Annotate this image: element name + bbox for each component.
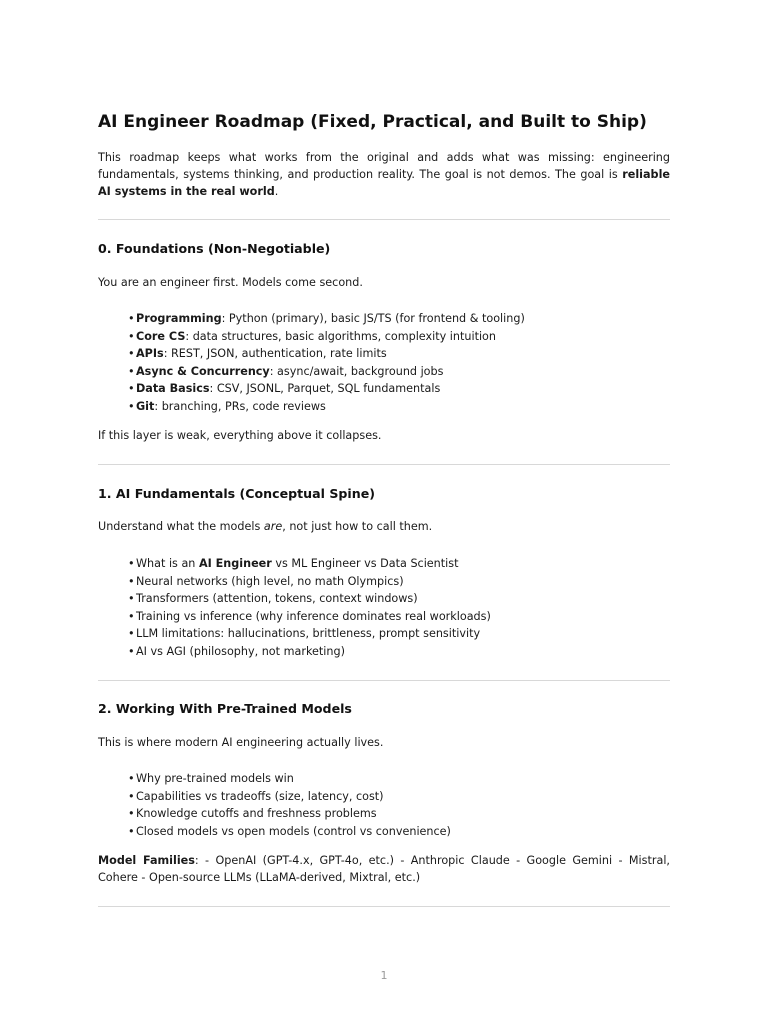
section-2-list xyxy=(128,770,451,840)
list-item xyxy=(128,590,491,608)
intro-paragraph xyxy=(98,149,670,200)
bullet-icon: • xyxy=(128,329,135,343)
intro-end: . xyxy=(274,185,279,198)
lead-text: , not just how to call them. xyxy=(282,520,433,533)
bullet-icon: • xyxy=(128,399,135,413)
list-item xyxy=(128,310,525,328)
bullet-icon: • xyxy=(128,592,135,605)
list-item xyxy=(128,625,491,643)
section-divider xyxy=(98,219,670,220)
section-1-list xyxy=(128,555,491,660)
model-families-text: : - OpenAI (GPT-4.x, GPT-4o, etc.) - Anthropic Claude - Google Gemini - Mistral, Cohere - Open-source LLMs (LLaMA-derived, Mixtral, etc.) xyxy=(98,854,670,884)
bullet-icon: • xyxy=(128,644,135,658)
list-item xyxy=(128,573,491,591)
item-text: Capabilities vs tradeoffs (size, latency, cost) xyxy=(136,789,384,803)
list-item xyxy=(128,555,491,573)
list-item xyxy=(128,608,491,626)
item-term: Programming xyxy=(136,312,222,325)
item-text: : branching, PRs, code reviews xyxy=(154,399,326,413)
item-text: What is an xyxy=(136,557,199,570)
bullet-icon: • xyxy=(128,807,135,820)
section-2-heading: 2. Working With Pre-Trained Models xyxy=(98,701,352,716)
bullet-icon: • xyxy=(128,609,135,623)
bullet-icon: • xyxy=(128,347,135,360)
lead-italic-text: are xyxy=(263,520,283,533)
item-text: Neural networks (high level, no math Olympics) xyxy=(136,574,404,588)
intro-text: This roadmap keeps what works from the original and adds what was missing: engineering fundamentals, systems thinking, and production reality. The goal is not demos. The goal is xyxy=(98,151,670,181)
item-text: : REST, JSON, authentication, rate limits xyxy=(163,347,387,360)
section-0-heading: 0. Foundations (Non-Negotiable) xyxy=(98,241,331,256)
section-1-heading: 1. AI Fundamentals (Conceptual Spine) xyxy=(98,486,376,501)
item-text: AI vs AGI (philosophy, not marketing) xyxy=(136,644,345,658)
item-term: Core CS xyxy=(136,329,186,343)
item-text: Knowledge cutoffs and freshness problems xyxy=(136,807,377,820)
list-item xyxy=(128,345,525,363)
bullet-icon: • xyxy=(128,772,135,785)
bullet-icon: • xyxy=(128,789,135,803)
item-text: Why pre-trained models win xyxy=(136,772,294,785)
section-1-lead xyxy=(98,518,670,535)
bullet-icon: • xyxy=(128,382,135,395)
item-text: : CSV, JSONL, Parquet, SQL fundamentals xyxy=(209,382,441,395)
item-text: Transformers (attention, tokens, context windows) xyxy=(136,592,418,605)
bullet-icon: • xyxy=(128,364,135,378)
list-item xyxy=(128,770,451,788)
section-0-lead: You are an engineer first. Models come second. xyxy=(98,276,363,289)
item-text: Closed models vs open models (control vs convenience) xyxy=(136,824,451,838)
list-item xyxy=(128,643,491,661)
section-divider xyxy=(98,680,670,681)
item-text: : data structures, basic algorithms, complexity intuition xyxy=(185,329,496,343)
section-0-closing: If this layer is weak, everything above it collapses. xyxy=(98,429,382,442)
list-item xyxy=(128,805,451,823)
bullet-icon: • xyxy=(128,824,135,838)
lead-text: Understand what the models xyxy=(98,520,264,533)
list-item xyxy=(128,398,525,416)
item-text: Training vs inference (why inference dominates real workloads) xyxy=(136,609,491,623)
section-divider xyxy=(98,464,670,465)
item-text: : async/await, background jobs xyxy=(269,364,444,378)
document-title: AI Engineer Roadmap (Fixed, Practical, and Built to Ship) xyxy=(98,112,647,132)
bullet-icon: • xyxy=(128,627,135,640)
item-term: APIs xyxy=(136,347,164,360)
bullet-icon: • xyxy=(128,312,135,325)
section-2-lead: This is where modern AI engineering actually lives. xyxy=(98,736,384,749)
list-item xyxy=(128,363,525,381)
item-text: : Python (primary), basic JS/TS (for frontend & tooling) xyxy=(221,312,525,325)
item-text: LLM limitations: hallucinations, brittleness, prompt sensitivity xyxy=(136,627,481,640)
model-families-label: Model Families xyxy=(98,854,195,867)
item-text: vs ML Engineer vs Data Scientist xyxy=(271,557,459,570)
list-item xyxy=(128,823,451,841)
item-term: Data Basics xyxy=(136,382,210,395)
model-families-paragraph xyxy=(98,852,670,886)
list-item xyxy=(128,380,525,398)
bullet-icon: • xyxy=(128,574,135,588)
list-item xyxy=(128,328,525,346)
list-item xyxy=(128,788,451,806)
section-0-list xyxy=(128,310,525,415)
bullet-icon: • xyxy=(128,557,135,570)
item-term: Async & Concurrency xyxy=(136,364,270,378)
intro-bold-text: reliable AI systems in the real world xyxy=(98,168,670,198)
item-term: Git xyxy=(136,399,155,413)
page-number: 1 xyxy=(380,969,388,982)
section-divider xyxy=(98,906,670,907)
item-term: AI Engineer xyxy=(198,557,272,570)
